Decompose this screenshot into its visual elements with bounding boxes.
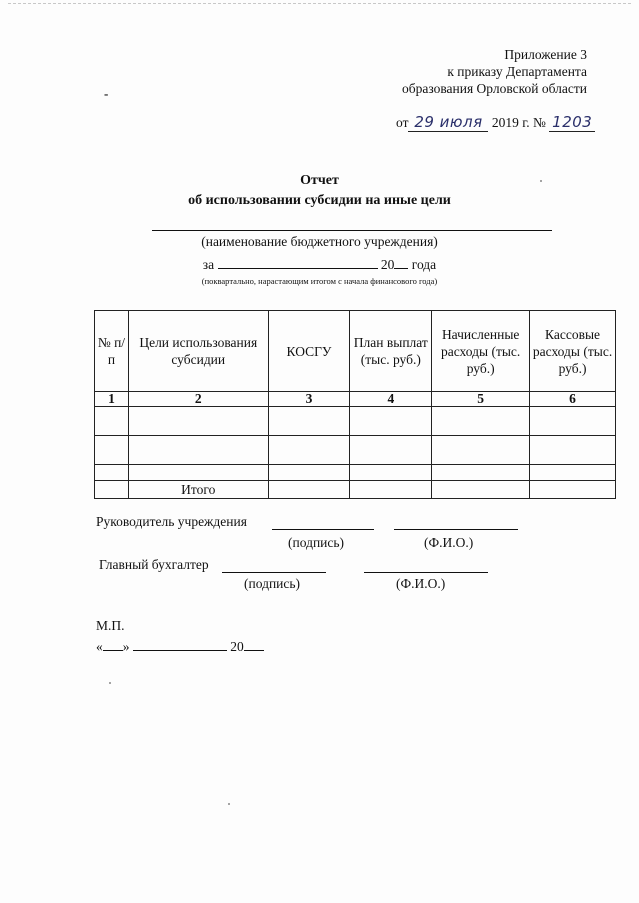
total-row: [95, 481, 616, 499]
column-number: 4: [350, 392, 432, 407]
column-number: 1: [95, 392, 129, 407]
order-from-label: от: [396, 115, 409, 130]
column-number: 6: [530, 392, 616, 407]
accountant-label: Главный бухгалтер: [99, 557, 209, 572]
accountant-signature-line: [222, 572, 326, 573]
report-subtitle: об использовании субсидии на иные цели: [188, 193, 451, 208]
scan-mark: -: [104, 86, 109, 101]
table-row: [95, 407, 616, 436]
date-year-prefix: 20: [230, 639, 244, 654]
header-cell: КОСГУ: [268, 311, 350, 392]
table-row: [95, 465, 616, 481]
head-signature-line: [272, 529, 374, 530]
column-number: 2: [128, 392, 268, 407]
scan-speck: [228, 803, 230, 805]
appendix-line-2: к приказу Департамента: [447, 64, 587, 79]
appendix-line-1: Приложение 3: [504, 47, 587, 62]
date-month-blank: [133, 638, 227, 651]
subsidy-report-table: [94, 310, 616, 499]
table-cell: [530, 481, 616, 499]
table-cell: [530, 436, 616, 465]
column-number: 3: [268, 392, 350, 407]
page-top-edge: [8, 3, 631, 4]
signing-date-line: [96, 638, 264, 655]
table-cell: [432, 436, 530, 465]
scan-speck: [109, 682, 111, 684]
head-label: Руководитель учреждения: [96, 514, 247, 529]
table-cell: [95, 465, 129, 481]
header-cell: Начисленные расходы (тыс. руб.): [432, 311, 530, 392]
table-cell: [95, 481, 129, 499]
accountant-name-line: [364, 572, 488, 573]
order-date-handwritten: 29 июля: [408, 113, 488, 132]
report-title: Отчет: [300, 173, 339, 188]
head-signature-caption: (подпись): [288, 535, 345, 550]
table-cell: [95, 407, 129, 436]
period-prefix: за: [202, 257, 215, 272]
appendix-line-3: образования Орловской области: [401, 81, 587, 96]
table-cell: [432, 407, 530, 436]
table-header-row: [95, 311, 616, 392]
table-cell: [95, 436, 129, 465]
table-cell: [128, 407, 268, 436]
header-cell: План выплат (тыс. руб.): [350, 311, 432, 392]
header-cell: Цели использования субсидии: [128, 311, 268, 392]
column-number: 5: [432, 392, 530, 407]
table-cell: [268, 436, 350, 465]
scan-speck: [540, 180, 542, 182]
table-cell: [350, 481, 432, 499]
accountant-name-caption: (Ф.И.О.): [396, 576, 446, 591]
institution-name-line: [152, 230, 552, 231]
table-cell: [530, 465, 616, 481]
institution-name-caption: (наименование бюджетного учреждения): [201, 234, 438, 249]
date-open-quote: «: [96, 639, 103, 654]
table-cell: [268, 465, 350, 481]
order-reference: [396, 113, 595, 132]
period-blank: [218, 256, 378, 269]
reporting-period: [0, 256, 639, 273]
accountant-signature-caption: (подпись): [244, 576, 301, 591]
head-name-caption: (Ф.И.О.): [424, 535, 474, 550]
table-cell: [128, 436, 268, 465]
date-close-quote: »: [122, 639, 130, 654]
order-year-text: 2019 г. №: [491, 115, 546, 130]
header-cell: Кассовые расходы (тыс. руб.): [530, 311, 616, 392]
order-number-handwritten: 1203: [549, 113, 595, 132]
period-year-prefix: 20: [380, 257, 395, 272]
appendix-header: [402, 46, 587, 97]
table-cell: [350, 436, 432, 465]
table-cell: [530, 407, 616, 436]
table-row: [95, 436, 616, 465]
head-name-line: [394, 529, 518, 530]
date-year-blank: [244, 638, 264, 651]
table-cell: [128, 465, 268, 481]
period-note: (поквартально, нарастающим итогом с начала финансового года): [201, 276, 438, 286]
period-year-blank: [394, 256, 408, 269]
header-cell: № п/п: [95, 311, 129, 392]
table-cell: [432, 481, 530, 499]
total-label: Итого: [128, 481, 268, 499]
table-cell: [268, 407, 350, 436]
table-cell: [432, 465, 530, 481]
period-suffix: года: [411, 257, 437, 272]
table-cell: [268, 481, 350, 499]
table-cell: [350, 465, 432, 481]
column-number-row: [95, 392, 616, 407]
table-cell: [350, 407, 432, 436]
stamp-place: М.П.: [96, 618, 125, 633]
date-day-blank: [103, 638, 123, 651]
